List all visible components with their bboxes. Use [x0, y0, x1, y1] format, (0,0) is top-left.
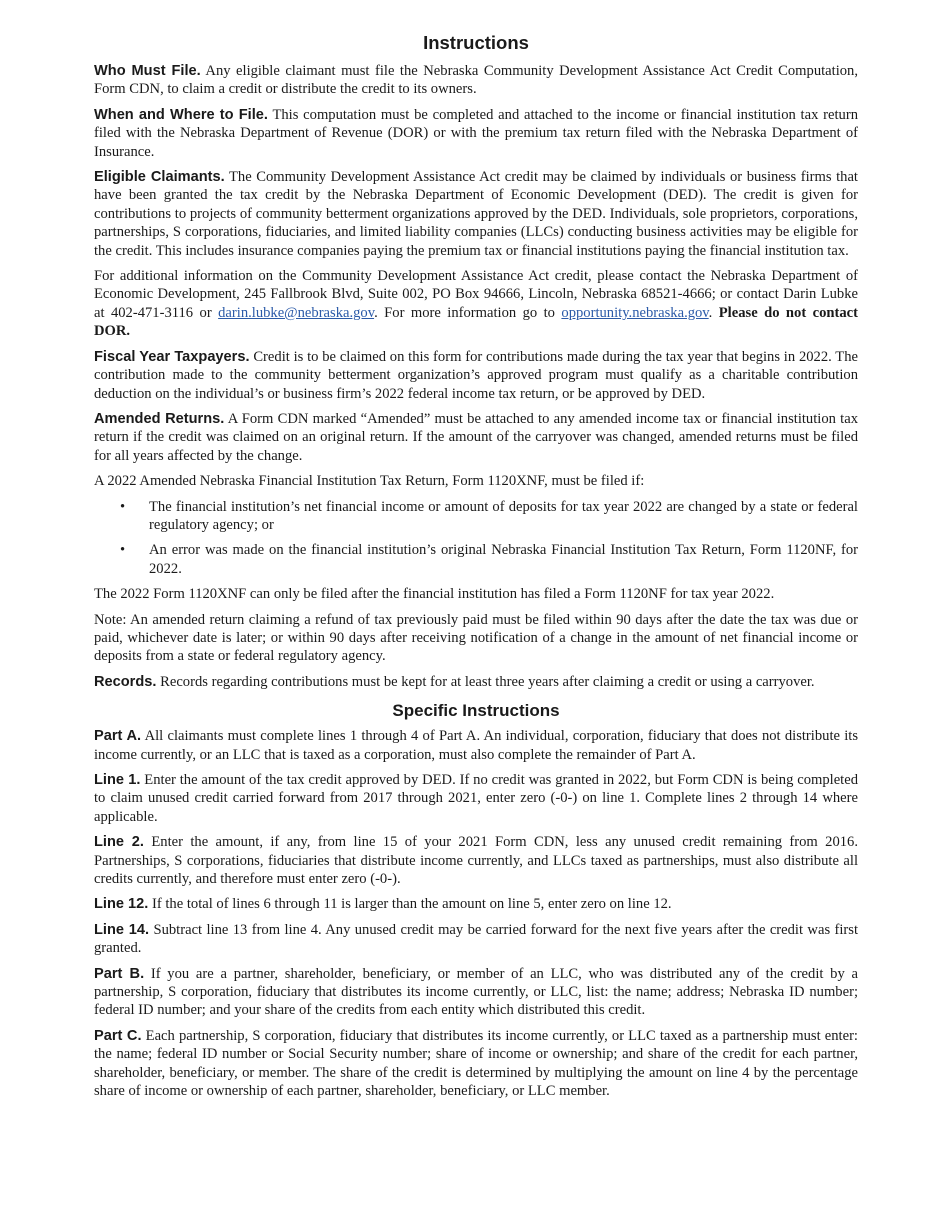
- line-1-heading: Line 1.: [94, 772, 141, 788]
- bullet-mark: •: [120, 542, 126, 559]
- amended-returns-heading: Amended Returns.: [94, 410, 225, 427]
- refund-note: Note: An amended return claiming a refund of tax previously paid must be filed within 90 days after the date the tax was due or paid, whichever date is later; or within 90 days after receiving notification of a change in the amount of net financial income or deposits from a state or federal regulatory agency.: [94, 611, 858, 665]
- specific-instructions-title: Specific Instructions: [392, 701, 560, 721]
- line-2-text: Enter the amount, if any, from line 15 of your 2021 Form CDN, less any unused credit remaining from 2016. Partnerships, S corporations, fiduciaries that distribute income currently, and LLCs taxed as partnerships, must also distribute all credits currently, and therefore must enter zero (-0-).: [94, 834, 858, 888]
- line-1-text: Enter the amount of the tax credit approved by DED. If no credit was granted in 2022, but Form CDN is being completed to claim unused credit carried forward from 2017 through 2021, enter zero (-0-) on line 1. Complete lines 2 through 14 where applicable.: [94, 772, 858, 825]
- fiscal-year-paragraph: [94, 348, 858, 403]
- part-b-paragraph: [94, 965, 858, 1020]
- additional-info-paragraph: [94, 267, 858, 341]
- who-must-file-text: Any eligible claimant must file the Nebraska Community Development Assistance Act Credit Computation, Form CDN, to claim a credit or distribute the credit to its owners.: [94, 63, 858, 98]
- line-12-text: If the total of lines 6 through 11 is larger than the amount on line 5, enter zero on line 12.: [152, 896, 672, 913]
- part-b-heading: Part B.: [94, 965, 145, 982]
- list-item: [94, 498, 858, 535]
- amended-fi-bullet-list: [94, 498, 858, 579]
- form-1120xnf-note: The 2022 Form 1120XNF can only be filed after the financial institution has filed a Form 1120NF for tax year 2022.: [94, 586, 775, 603]
- when-where-text: This computation must be completed and attached to the income or financial institution tax return filed with the Nebraska Department of Revenue (DOR) or with the premium tax return filed with the Nebraska Department of Insurance.: [94, 106, 859, 160]
- part-c-text: Each partnership, S corporation, fiduciary that distributes its income currently, or LLC taxed as a partnership must enter: the name; federal ID number or Social Security number; share of income or ownership; and share of the credit for each partner, shareholder, beneficiary, or member. The share of the credit is determined by multiplying the amount on line 4 by the percentage share of income or ownership of each partner, shareholder, beneficiary, or LLC member.: [94, 1027, 858, 1100]
- who-must-file-heading: Who Must File.: [94, 63, 201, 79]
- eligible-claimants-paragraph: [94, 168, 858, 260]
- eligible-claimants-heading: Eligible Claimants.: [94, 169, 225, 186]
- records-paragraph: [94, 673, 858, 691]
- eligible-claimants-text: The Community Development Assistance Act credit may be claimed by individuals or business firms that have been granted the tax credit by the Nebraska Department of Economic Development (DED). The credit is given for contributions to projects of community betterment organizations approved by the DED. Individuals, sole proprietors, corporations, partnerships, S corporations, fiduciaries, and limited liability companies (LLCs) conducting business activities may be eligible for the credit. This includes insurance companies paying the premium tax or financial institutions paying the financial institution tax.: [94, 169, 858, 259]
- part-b-text: If you are a partner, shareholder, beneficiary, or member of an LLC, who was distributed any of the credit by a partnership, S corporation, fiduciary that distributes its income currently, or LLC, list: the name; address; Nebraska ID number; federal ID number; and your share of the credits from each entity which distributed this credit.: [94, 965, 858, 1019]
- part-a-paragraph: [94, 727, 858, 764]
- additional-info-text: For additional information on the Community Development Assistance Act credit, please contact the Nebraska Department of Economic Development, 245 Fallbrook Blvd, Suite 002, PO Box 94666, Lincoln, Nebraska 68521-4666; or contact Darin Lubke at 402-471-3116 or: [94, 268, 858, 321]
- line-2-heading: Line 2.: [94, 834, 144, 851]
- who-must-file-paragraph: [94, 62, 858, 99]
- part-a-text: All claimants must complete lines 1 through 4 of Part A. An individual, corporation, fiduciary that does not distribute its income currently, or an LLC that is taxed as a corporation, must also complete the remainder of Part A.: [94, 728, 859, 763]
- part-c-heading: Part C.: [94, 1027, 142, 1044]
- fiscal-year-heading: Fiscal Year Taxpayers.: [94, 348, 250, 365]
- do-not-contact-note: Please do not contact DOR.: [94, 304, 859, 340]
- bullet-text: The financial institution’s net financial income or amount of deposits for tax year 2022 are changed by a state or federal regulatory agency; or: [149, 498, 858, 533]
- list-item: [94, 541, 858, 578]
- line-14-heading: Line 14.: [94, 921, 150, 938]
- amended-returns-paragraph: [94, 410, 858, 465]
- additional-info-text-2: . For more information go to: [374, 304, 555, 321]
- fiscal-year-text: Credit is to be claimed on this form for contributions made during the tax year that begins in 2022. The contribution made to the community betterment organization’s approved program must qualify as a charitable contribution deduction on the individual’s or business firm’s 2022 federal income tax return, or be approved by DED.: [94, 348, 858, 402]
- line-1-paragraph: [94, 771, 858, 826]
- additional-info-text-3: .: [708, 304, 713, 321]
- line-2-paragraph: [94, 833, 858, 888]
- line-12-heading: Line 12.: [94, 896, 149, 913]
- when-where-heading: When and Where to File.: [94, 106, 268, 123]
- instructions-content: [94, 30, 858, 1108]
- bullet-mark: •: [120, 498, 126, 515]
- bullet-text: An error was made on the financial institution’s original Nebraska Financial Institution Tax Return, Form 1120NF, for 2022.: [149, 542, 858, 577]
- when-where-paragraph: [94, 106, 858, 161]
- line-14-paragraph: [94, 921, 858, 958]
- website-link[interactable]: opportunity.nebraska.gov: [561, 304, 709, 321]
- line-14-text: Subtract line 13 from line 4. Any unused credit may be carried forward for the next five years after the credit was first granted.: [94, 921, 859, 957]
- amended-fi-intro: A 2022 Amended Nebraska Financial Institution Tax Return, Form 1120XNF, must be filed if:: [94, 473, 645, 490]
- part-a-heading: Part A.: [94, 728, 142, 745]
- email-link[interactable]: darin.lubke@nebraska.gov: [218, 304, 375, 321]
- part-c-paragraph: [94, 1027, 858, 1101]
- records-text: Records regarding contributions must be kept for at least three years after claiming a credit or using a carryover.: [160, 673, 815, 690]
- page-title: Instructions: [423, 32, 529, 53]
- line-12-paragraph: [94, 895, 858, 913]
- amended-returns-text: A Form CDN marked “Amended” must be attached to any amended income tax or financial institution tax return if the credit was claimed on an original return. If the amount of the carryover was changed, amended returns must be filed for all years affected by the change.: [94, 410, 858, 464]
- records-heading: Records.: [94, 673, 157, 690]
